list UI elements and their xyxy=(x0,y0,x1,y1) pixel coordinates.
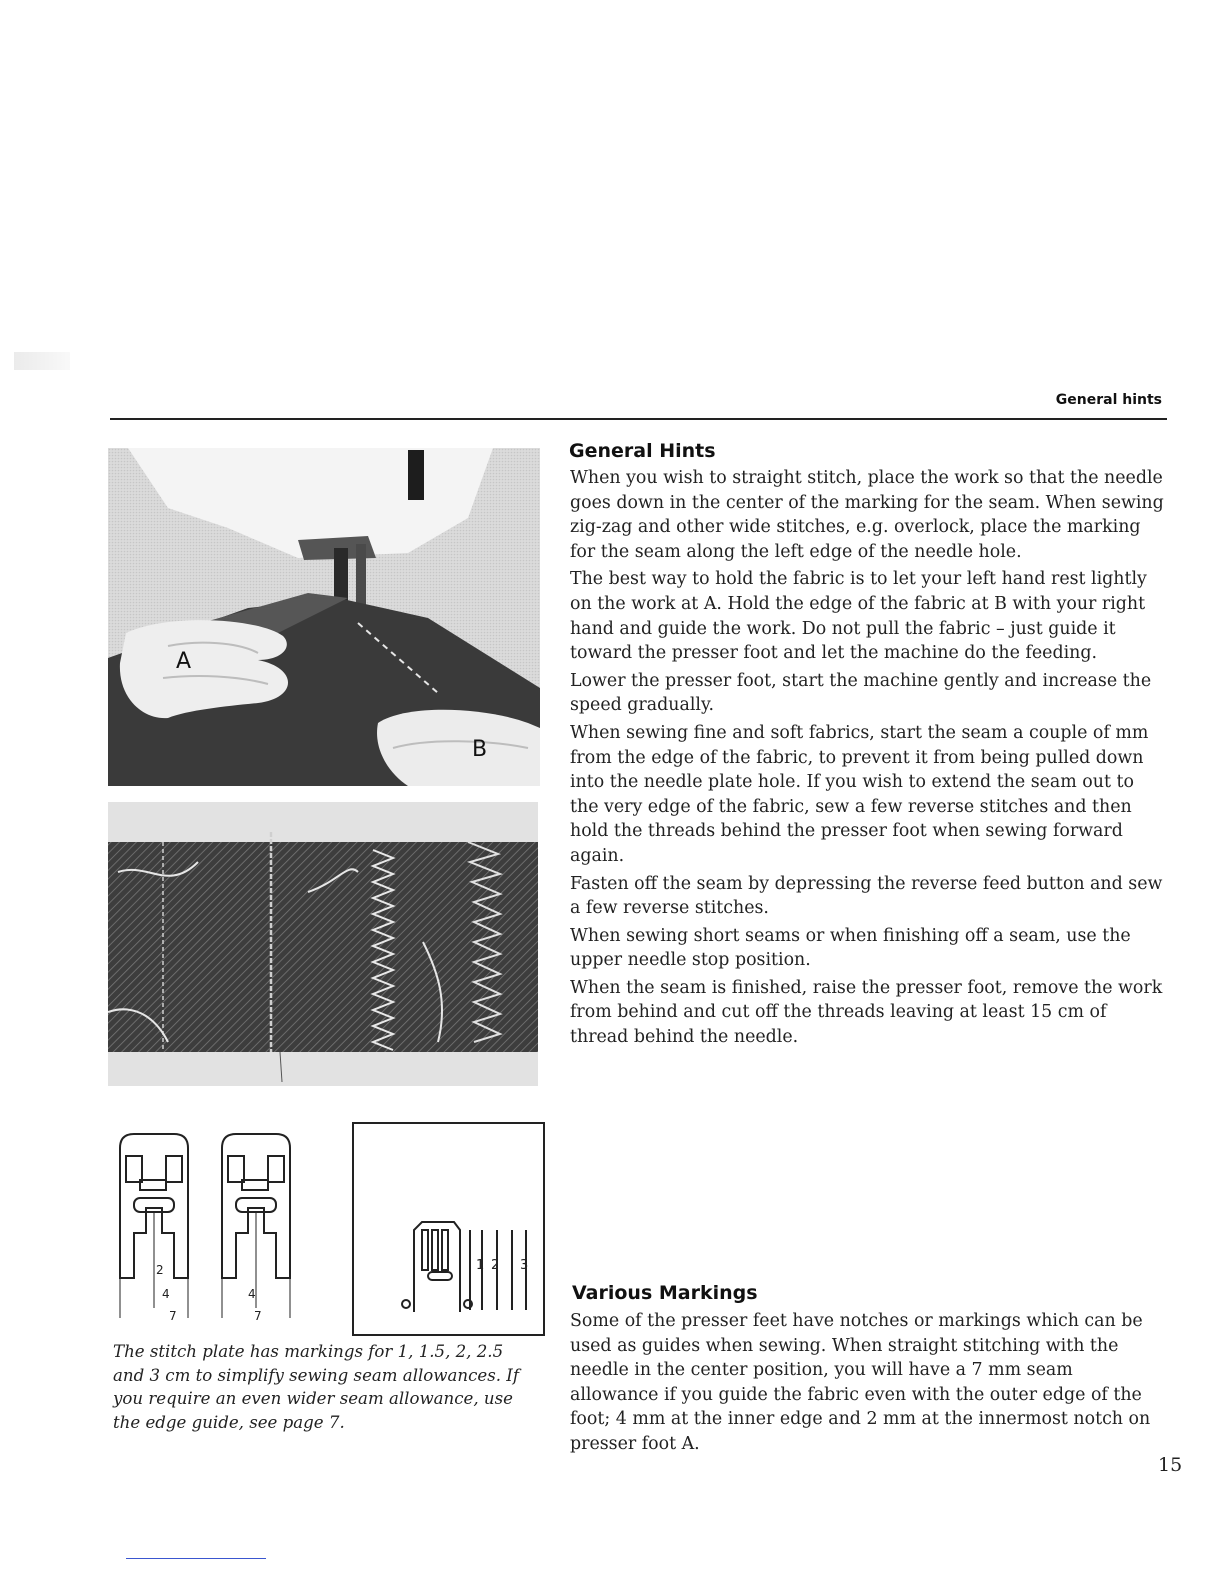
header-rule xyxy=(110,418,1167,420)
markings-paragraph: Some of the presser feet have notches or markings which can be used as guides when sewing. When straight stitching with the needle in the center position, you will have a 7 mm seam allowance if you guide the fabric even with the outer edge of the foot; 4 mm at the inner edge and 2 mm at the innermost notch on presser foot A. xyxy=(570,1311,1151,1454)
various-markings-body xyxy=(570,1309,1164,1460)
stitch-plate-diagram xyxy=(352,1122,545,1336)
hints-paragraph-2: The best way to hold the fabric is to let your left hand rest lightly on the work at A. Hold the edge of the fabric at B with your right hand and guide the work. Do not pull the fabric – just guide it toward the presser foot and let the machine do the feeding. xyxy=(570,569,1147,664)
hints-paragraph-6: When sewing short seams or when finishing off a seam, use the upper needle stop position. xyxy=(570,925,1131,971)
foot-a-outer-label: 7 xyxy=(169,1309,177,1323)
label-a: A xyxy=(176,649,192,674)
scan-smudge xyxy=(14,352,70,370)
bottom-link-line xyxy=(126,1558,266,1559)
hints-paragraph-4: When sewing fine and soft fabrics, start the seam a couple of mm from the edge of the fabric, to prevent it from being pulled down into the needle plate hole. If you wish to extend the seam out to the very edge of the fabric, sew a few reverse stitches and then hold the threads behind the presser foot when sewing forward again. xyxy=(570,722,1149,866)
foot-notch-label: 2 xyxy=(156,1263,164,1277)
various-markings-heading: Various Markings xyxy=(572,1282,758,1304)
page-number: 15 xyxy=(1158,1454,1183,1476)
general-hints-heading: General Hints xyxy=(569,440,716,462)
plate-mark-3: 3 xyxy=(520,1258,529,1273)
hints-paragraph-7: When the seam is finished, raise the presser foot, remove the work from behind and cut off the threads leaving at least 15 cm of thread behind the needle. xyxy=(570,977,1163,1048)
foot-b-inner-label: 4 xyxy=(248,1287,256,1301)
hints-paragraph-1: When you wish to straight stitch, place the work so that the needle goes down in the center of the marking for the seam. When sewing zig-zag and other wide stitches, e.g. overlock, place the marking for the seam along the left edge of the needle hole. xyxy=(570,468,1164,562)
foot-b-outer-label: 7 xyxy=(254,1309,262,1323)
hints-paragraph-3: Lower the presser foot, start the machine gently and increase the speed gradually. xyxy=(570,670,1152,716)
hands-guiding-fabric-photo xyxy=(108,448,540,786)
running-head: General hints xyxy=(1055,392,1162,408)
general-hints-body xyxy=(570,466,1164,1053)
plate-mark-1: 1 xyxy=(476,1258,485,1273)
foot-a-inner-label: 4 xyxy=(162,1287,170,1301)
plate-mark-2: 2 xyxy=(491,1258,500,1273)
stitch-samples-photo xyxy=(108,802,538,1086)
hints-paragraph-5: Fasten off the seam by depressing the reverse feed button and sew a few reverse stitches. xyxy=(570,873,1163,919)
stitch-plate-caption: The stitch plate has markings for 1, 1.5, 2, 2.5 and 3 cm to simplify sewing seam allowances. If you require an even wider seam allowance, use the edge guide, see page 7. xyxy=(113,1342,519,1432)
presser-feet-diagram xyxy=(112,1128,322,1328)
label-b: B xyxy=(472,737,488,762)
